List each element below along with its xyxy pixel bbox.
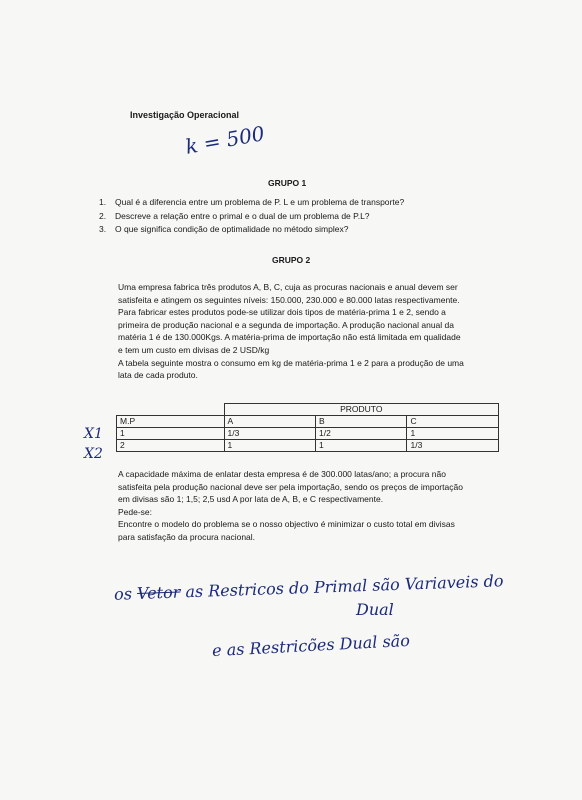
text-line: matéria 1 é de 130.000Kgs. A matéria-prima de importação não está limitada em qualidade (118, 332, 461, 343)
subject-title: Investigação Operacional (130, 110, 240, 120)
text-line: para satisfação da procura nacional. (118, 531, 256, 542)
text-line: em divisas são 1; 1,5; 2,5 usd A por lata de A, B, e C respectivamente. (118, 494, 384, 505)
table-cell: 1 (117, 428, 225, 440)
table-cell: 1/3 (407, 440, 499, 452)
table-empty-cell (117, 404, 225, 416)
table-row (117, 440, 499, 452)
handwritten-text: as Restricos do Primal são Variaveis do (185, 571, 504, 602)
grupo2-title: GRUPO 2 (272, 255, 311, 265)
text-line: primeira de produção nacional e a segunda de importação. A produção nacional anual da (118, 319, 454, 330)
handwritten-struck-word: Vetor (136, 582, 181, 603)
question-number: 1. (99, 197, 107, 207)
handwritten-x1: X1 (84, 426, 103, 442)
table-cell: 2 (117, 440, 225, 452)
handwritten-answer-line2: Dual (356, 600, 394, 619)
grupo1-question-list (99, 196, 404, 237)
question-text: Qual é a diferencia entre um problema de P. L e um problema de transporte? (115, 197, 405, 207)
table-header-cell: A (224, 416, 315, 428)
question-item (99, 223, 404, 237)
table-header-cell: C (407, 416, 499, 428)
text-line: e tem um custo em divisas de 2 USD/kg (118, 344, 270, 355)
problem-statement (118, 281, 464, 382)
text-line: lata de cada produto. (118, 370, 198, 381)
table-header-cell: M.P (117, 416, 225, 428)
table-cell: 1/2 (316, 428, 407, 440)
text-line: satisfeita pela produção nacional deve ser pela importação, sendo os preços de importação (118, 481, 463, 492)
table-cell: 1 (224, 440, 315, 452)
grupo1-title: GRUPO 1 (268, 178, 307, 188)
table-cell: 1 (407, 428, 499, 440)
handwritten-prefix: os (113, 584, 133, 604)
consumption-table (116, 403, 499, 452)
text-line: Encontre o modelo do problema se o nosso objectivo é minimizar o custo total em divisas (118, 519, 455, 530)
text-line: A capacidade máxima de enlatar desta empresa é de 300.000 latas/ano; a procura não (118, 469, 446, 479)
table-header-row (117, 416, 499, 428)
question-item (99, 196, 404, 210)
table-header-cell: B (316, 416, 407, 428)
question-text: O que significa condição de optimalidade no método simplex? (115, 224, 349, 234)
handwritten-answer-line1 (114, 571, 504, 604)
handwritten-answer-line3: e as Restricões Dual são (211, 630, 411, 661)
table-cell: 1/3 (224, 428, 315, 440)
produto-header: PRODUTO (224, 404, 498, 416)
handwritten-x2: X2 (84, 446, 103, 462)
table-cell: 1 (316, 440, 407, 452)
text-line: satisfeita e atingem os seguintes níveis: 150.000, 230.000 e 80.000 latas respectivamente. (118, 294, 460, 305)
table-row (117, 428, 499, 440)
text-line: Para fabricar estes produtos pode-se utilizar dois tipos de matéria-prima 1 e 2, sendo a (118, 307, 446, 318)
question-number: 3. (99, 224, 107, 234)
table-header-row (117, 404, 499, 416)
question-number: 2. (99, 210, 107, 221)
handwritten-k-value: k = 500 (183, 121, 267, 159)
question-text: Descreve a relação entre o primal e o dual de um problema de P.L? (115, 210, 370, 221)
question-item (99, 210, 404, 224)
problem-requirements (118, 468, 463, 544)
text-line: Uma empresa fabrica três produtos A, B, C, cuja as procuras nacionais e anual devem ser (118, 282, 458, 292)
text-line: Pede-se: (118, 506, 153, 517)
text-line: A tabela seguinte mostra o consumo em kg de matéria-prima 1 e 2 para a produção de uma (118, 357, 464, 368)
